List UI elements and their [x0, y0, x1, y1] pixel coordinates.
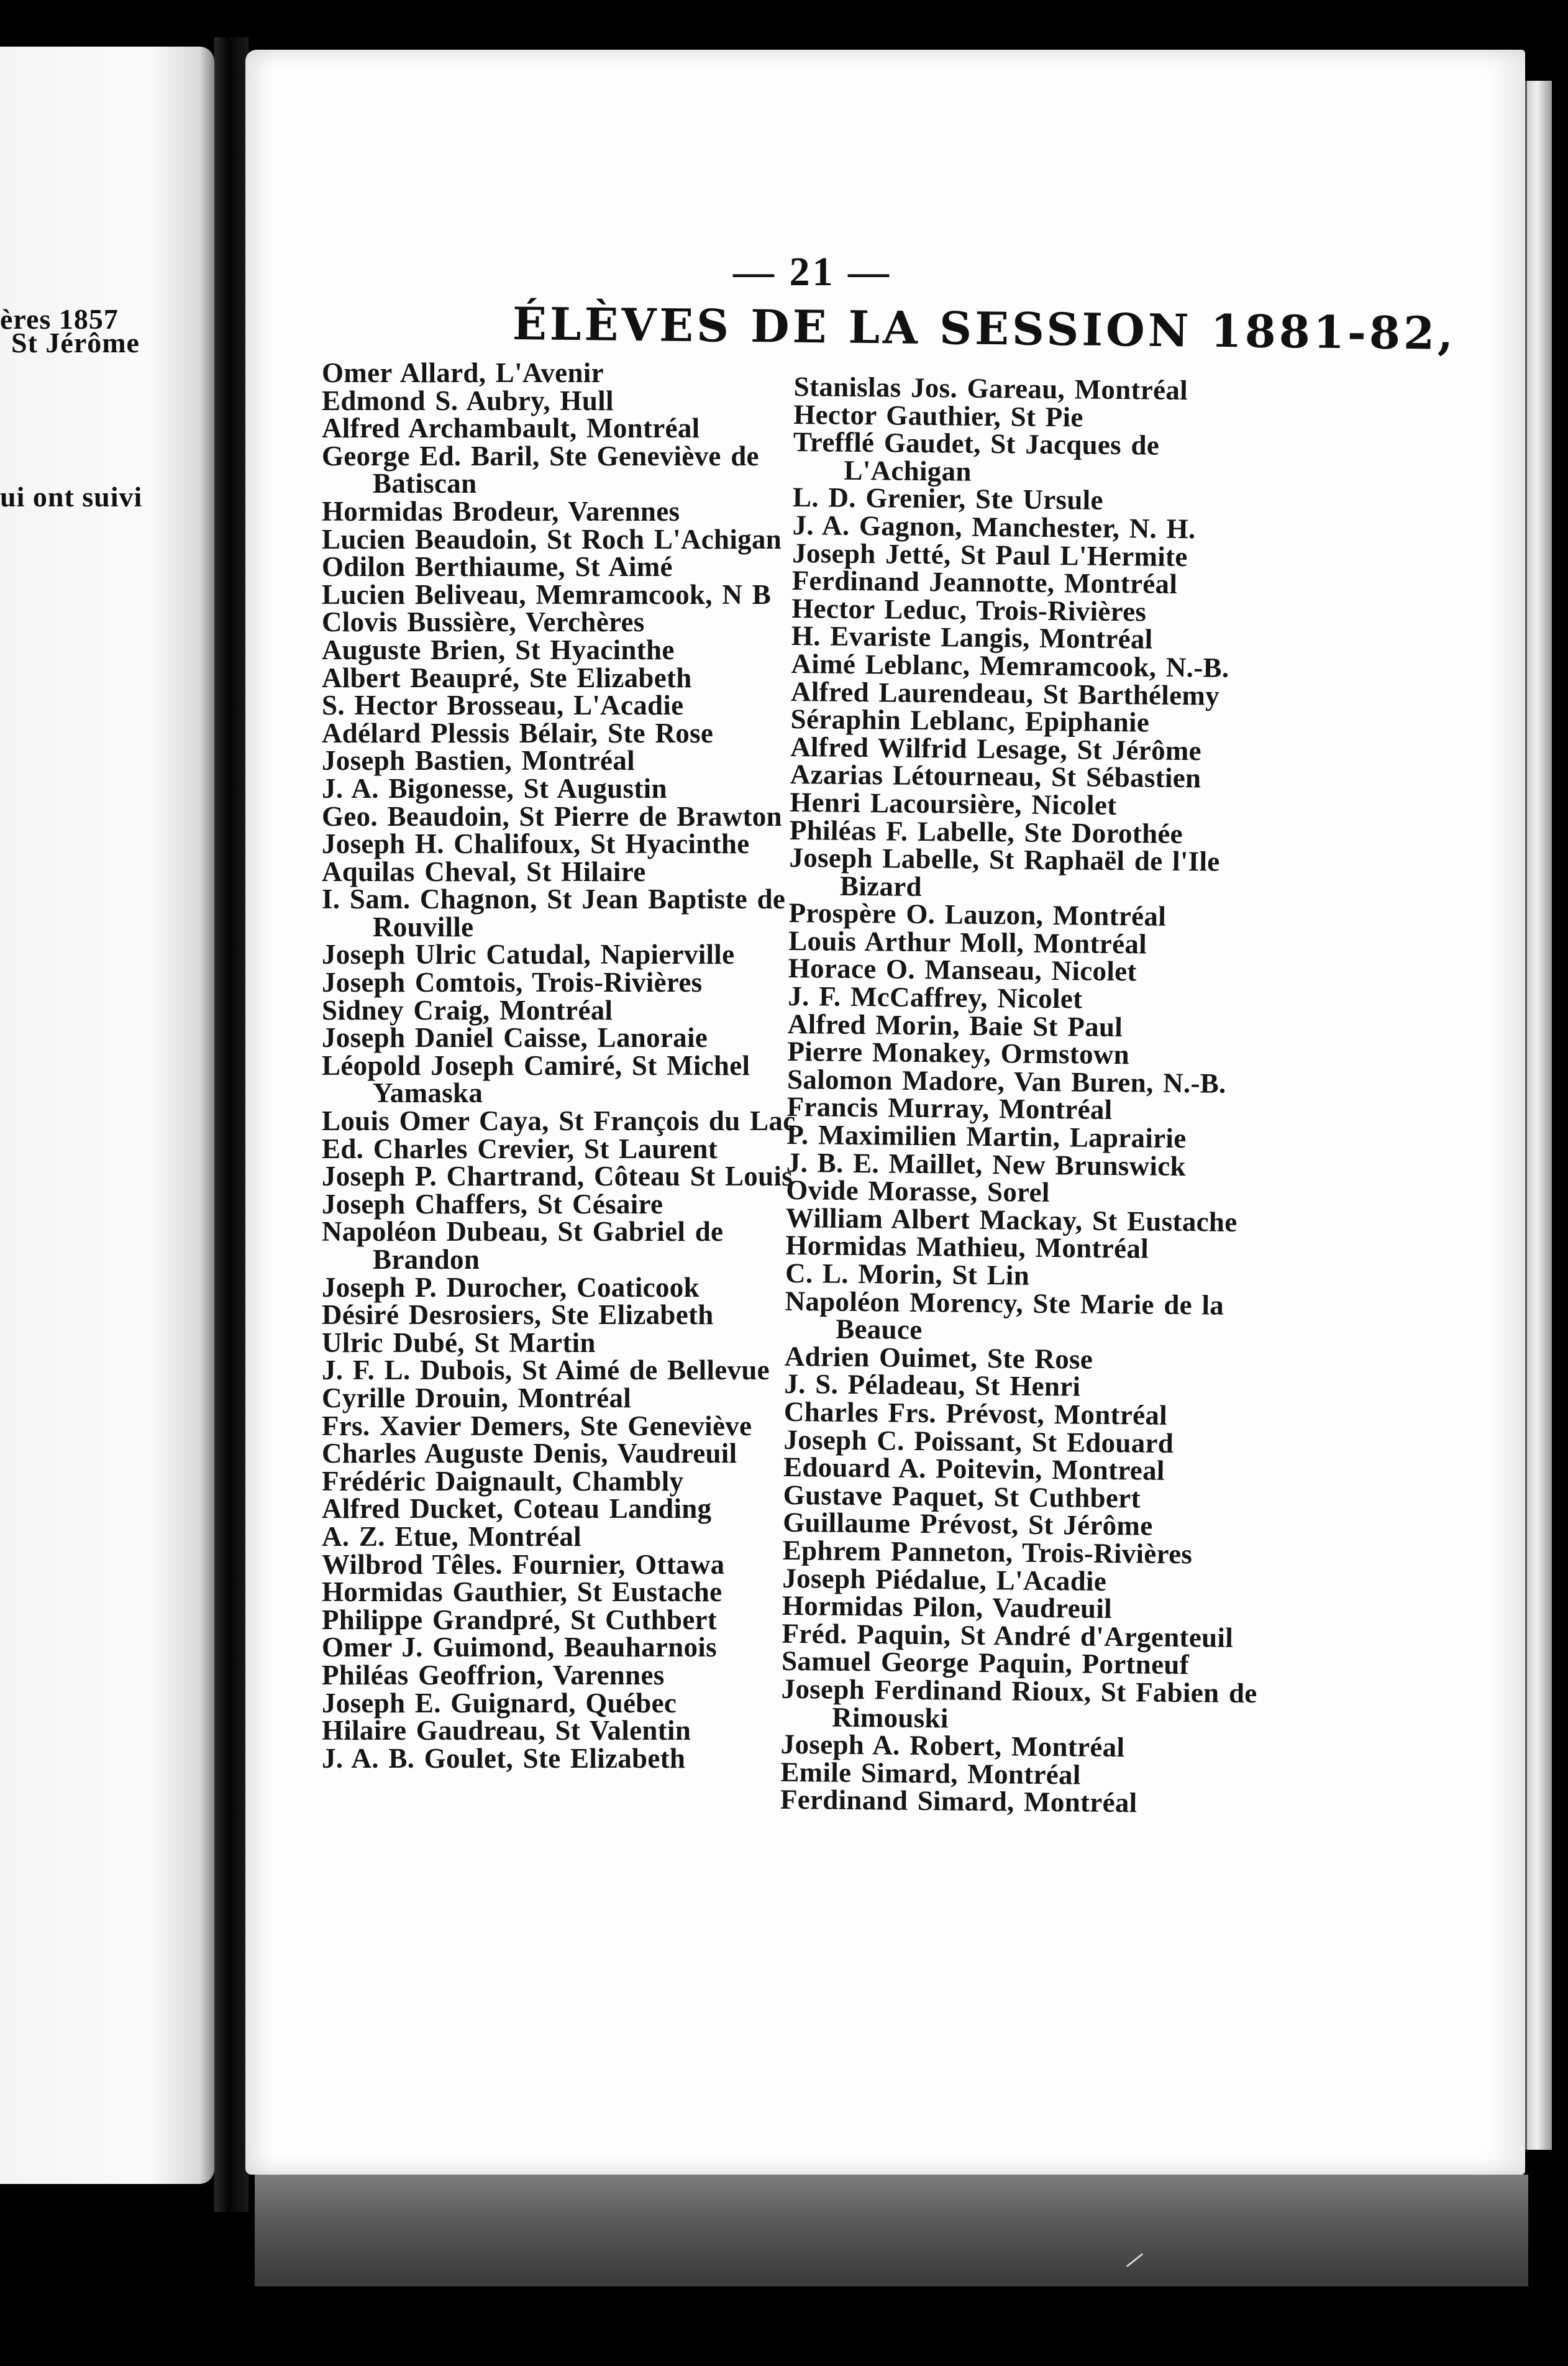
- student-entry: J. F. L. Dubois, St Aimé de Bellevue: [322, 1354, 770, 1386]
- student-entry: Emile Simard, Montréal: [780, 1756, 1081, 1791]
- student-entry: Edmond S. Aubry, Hull: [322, 385, 614, 416]
- student-list-left-column: [322, 359, 806, 1772]
- student-entry: Joseph C. Poissant, St Edouard: [783, 1423, 1174, 1459]
- student-entry: Ovide Morasse, Sorel: [786, 1174, 1050, 1208]
- student-entry: C. L. Morin, St Lin: [785, 1257, 1030, 1291]
- student-entry: Alfred Laurendeau, St Barthélemy: [790, 675, 1220, 711]
- student-entry: Philéas F. Labelle, Ste Dorothée: [789, 814, 1183, 849]
- student-entry: Ulric Dubé, St Martin: [322, 1327, 596, 1358]
- left-page-fragment: ères 1857: [0, 303, 119, 335]
- student-entry: Ferdinand Jeannotte, Montréal: [791, 565, 1178, 600]
- student-entry: Charles Frs. Prévost, Montréal: [783, 1395, 1168, 1431]
- student-entry: Edouard A. Poitevin, Montreal: [783, 1451, 1165, 1486]
- student-entry: Auguste Brien, St Hyacinthe: [322, 634, 675, 665]
- student-entry: Napoléon Morency, Ste Marie de la Beauce: [785, 1285, 1224, 1346]
- scan-mark: ⸝: [1124, 2231, 1143, 2272]
- student-entry: Joseph Bastien, Montréal: [322, 745, 635, 777]
- student-entry: Joseph P. Durocher, Coaticook: [322, 1271, 700, 1303]
- student-entry: Hormidas Mathieu, Montréal: [785, 1230, 1149, 1264]
- student-entry: Alfred Ducket, Coteau Landing: [322, 1493, 712, 1525]
- student-entry: Odilon Berthiaume, St Aimé: [322, 551, 673, 583]
- student-entry: Charles Auguste Denis, Vaudreuil: [322, 1438, 737, 1469]
- student-entry: J. A. Bigonesse, St Augustin: [322, 772, 667, 804]
- student-entry: Fréd. Paquin, St André d'Argenteuil: [782, 1617, 1234, 1653]
- student-entry: Napoléon Dubeau, St Gabriel de Brandon: [322, 1216, 724, 1275]
- student-entry: Omer Allard, L'Avenir: [322, 357, 604, 388]
- student-entry: Joseph Labelle, St Raphaël de l'Ile Bizard: [789, 842, 1220, 902]
- student-entry: L. D. Grenier, Ste Ursule: [792, 482, 1104, 516]
- student-entry: Hilaire Gaudreau, St Valentin: [322, 1715, 691, 1747]
- student-entry: Ephrem Panneton, Trois-Rivières: [782, 1534, 1193, 1570]
- student-entry: Hormidas Brodeur, Varennes: [322, 495, 680, 527]
- student-entry: Horace O. Manseau, Nicolet: [788, 952, 1137, 987]
- student-entry: Prospère O. Lauzon, Montréal: [788, 897, 1167, 933]
- student-entry: J. A. B. Goulet, Ste Elizabeth: [322, 1742, 686, 1774]
- student-entry: Joseph Comtois, Trois-Rivières: [322, 967, 703, 998]
- student-entry: Désiré Desrosiers, Ste Elizabeth: [322, 1299, 714, 1331]
- student-entry: J. S. Péladeau, St Henri: [784, 1368, 1081, 1402]
- student-entry: J. F. McCaffrey, Nicolet: [788, 980, 1083, 1015]
- student-entry: Sidney Craig, Montréal: [322, 994, 613, 1026]
- student-entry: Joseph Piédalue, L'Acadie: [782, 1562, 1107, 1597]
- student-entry: Joseph Chaffers, St Césaire: [322, 1188, 663, 1220]
- student-entry: Joseph A. Robert, Montréal: [780, 1728, 1125, 1763]
- student-entry: Joseph H. Chalifoux, St Hyacinthe: [322, 828, 750, 860]
- student-entry: William Albert Mackay, St Eustache: [785, 1202, 1238, 1238]
- page-underside: [255, 2175, 1528, 2286]
- student-entry: Alfred Wilfrid Lesage, St Jérôme: [790, 731, 1202, 767]
- student-entry: Louis Arthur Moll, Montréal: [788, 925, 1147, 960]
- student-entry: Francis Murray, Montréal: [786, 1091, 1113, 1126]
- student-entry: S. Hector Brosseau, L'Acadie: [322, 690, 684, 721]
- student-entry: Philippe Grandpré, St Cuthbert: [322, 1604, 718, 1635]
- page-number: — 21 —: [733, 249, 891, 295]
- student-entry: J. A. Gagnon, Manchester, N. H.: [792, 509, 1196, 545]
- student-entry: George Ed. Baril, Ste Geneviève de Batiscan: [322, 440, 759, 500]
- student-entry: Alfred Archambault, Montréal: [322, 413, 700, 444]
- student-entry: Frédéric Daignault, Chambly: [322, 1465, 684, 1497]
- student-entry: Léopold Joseph Camiré, St Michel Yamaska: [322, 1049, 750, 1109]
- student-entry: Pierre Monakey, Ormstown: [787, 1036, 1130, 1071]
- student-entry: Wilbrod Têles. Fournier, Ottawa: [322, 1548, 725, 1580]
- student-entry: Hector Gauthier, St Pie: [793, 398, 1083, 433]
- book-gutter: [214, 37, 248, 2212]
- student-entry: Adrien Ouimet, Ste Rose: [784, 1340, 1093, 1375]
- left-page-fragment: ui ont suivi: [0, 481, 143, 513]
- student-entry: Joseph Ulric Catudal, Napierville: [322, 939, 735, 971]
- student-entry: Adélard Plessis Bélair, Ste Rose: [322, 717, 714, 749]
- student-entry: Cyrille Drouin, Montréal: [322, 1382, 632, 1414]
- student-entry: Joseph Ferdinand Rioux, St Fabien de Rimouski: [781, 1673, 1257, 1733]
- student-entry: Lucien Beaudoin, St Roch L'Achigan: [322, 523, 782, 555]
- student-entry: Gustave Paquet, St Cuthbert: [783, 1479, 1141, 1514]
- student-entry: A. Z. Etue, Montréal: [322, 1520, 581, 1552]
- student-entry: Omer J. Guimond, Beauharnois: [322, 1632, 717, 1663]
- student-entry: Joseph E. Guignard, Québec: [322, 1687, 677, 1719]
- left-page-fragment: St Jérôme: [11, 327, 140, 359]
- student-entry: Samuel George Paquin, Portneuf: [781, 1645, 1190, 1681]
- student-entry: Joseph Daniel Caisse, Lanoraie: [322, 1022, 708, 1054]
- student-entry: Philéas Geoffrion, Varennes: [322, 1659, 665, 1691]
- student-entry: Guillaume Prévost, St Jérôme: [782, 1507, 1153, 1542]
- student-entry: Louis Omer Caya, St François du Lac: [322, 1105, 796, 1137]
- student-entry: H. Evariste Langis, Montréal: [791, 620, 1153, 655]
- student-entry: Stanislas Jos. Gareau, Montréal: [793, 371, 1188, 406]
- student-entry: Alfred Morin, Baie St Paul: [787, 1008, 1123, 1043]
- student-entry: Salomon Madore, Van Buren, N.-B.: [786, 1063, 1226, 1099]
- student-entry: J. B. E. Maillet, New Brunswick: [786, 1146, 1187, 1182]
- student-entry: Séraphin Leblanc, Epiphanie: [790, 703, 1150, 738]
- student-entry: Hormidas Gauthier, St Eustache: [322, 1576, 722, 1608]
- student-entry: Lucien Beliveau, Memramcook, N B: [322, 578, 772, 610]
- student-entry: Henri Lacoursière, Nicolet: [790, 786, 1117, 821]
- student-entry: Azarias Létourneau, St Sébastien: [790, 759, 1201, 794]
- student-entry: Geo. Beaudoin, St Pierre de Brawton: [322, 800, 782, 832]
- student-entry: Clovis Bussière, Verchères: [322, 606, 645, 638]
- student-list-right-column: [780, 373, 1279, 1818]
- student-entry: Trefflé Gaudet, St Jacques de L'Achigan: [793, 426, 1160, 487]
- section-title: ÉLÈVES DE LA SESSION 1881-82,: [512, 297, 1457, 360]
- student-entry: P. Maximilien Martin, Laprairie: [786, 1118, 1187, 1154]
- student-entry: Frs. Xavier Demers, Ste Geneviève: [322, 1410, 752, 1441]
- student-entry: Albert Beaupré, Ste Elizabeth: [322, 662, 692, 693]
- student-entry: Hormidas Pilon, Vaudreuil: [782, 1590, 1113, 1625]
- student-entry: Ed. Charles Crevier, St Laurent: [322, 1133, 718, 1164]
- student-entry: Aquilas Cheval, St Hilaire: [322, 856, 646, 887]
- student-entry: I. Sam. Chagnon, St Jean Baptiste de Rouville: [322, 884, 786, 943]
- previous-page: [0, 47, 214, 2184]
- page-edge: [1525, 81, 1552, 2150]
- student-entry: Joseph Jetté, St Paul L'Hermite: [791, 537, 1188, 572]
- student-entry: Hector Leduc, Trois-Rivières: [791, 592, 1147, 628]
- student-entry: Aimé Leblanc, Memramcook, N.-B.: [791, 647, 1229, 683]
- student-entry: Ferdinand Simard, Montréal: [780, 1784, 1137, 1819]
- student-entry: Joseph P. Chartrand, Côteau St Louis: [322, 1161, 793, 1192]
